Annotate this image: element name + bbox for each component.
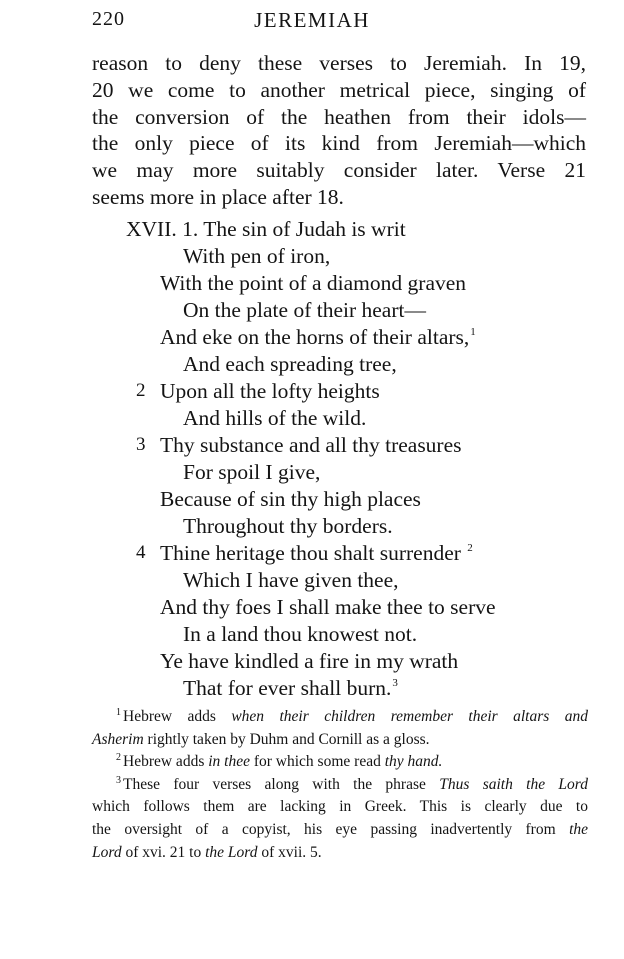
footnote-3-cont: the oversight of a copyist, his eye passing inadvertently from the (92, 820, 588, 838)
footnote-3-cont: Lord of xvi. 21 to the Lord of xvii. 5. (92, 843, 322, 861)
verse-number: 4 (136, 542, 146, 563)
poem-line: Throughout thy borders. (183, 514, 393, 538)
poem-line: Which I have given thee, (183, 568, 399, 592)
footnote-ref: 1 (470, 326, 476, 338)
page-number: 220 (92, 8, 125, 30)
footnote-3-cont: which follows them are lacking in Greek. This is clearly due to (92, 798, 588, 816)
verse-number: 2 (136, 380, 146, 401)
poem-line: Because of sin thy high places (160, 487, 421, 511)
poem-line: Thy substance and all thy treasures (160, 433, 462, 457)
footnote-ref: 2 (467, 542, 473, 554)
prose-paragraph (92, 50, 586, 211)
poem-line: On the plate of their heart— (183, 298, 426, 322)
poem-line: For spoil I give, (183, 460, 321, 484)
chapter-verse-label: XVII. 1. (126, 217, 199, 241)
footnote-3: $^3$ These four verses along with the phrase Thus saith the Lord (116, 774, 588, 793)
poem-line: Ye have kindled a fire in my wrath (160, 649, 459, 673)
poem-line: Thine heritage thou shalt surrender $^2$ (160, 541, 473, 565)
poem-line: With pen of iron, (183, 244, 331, 268)
running-head: JEREMIAH (254, 8, 370, 32)
page-header (0, 8, 624, 34)
footnote-marker: 1 (116, 707, 121, 718)
prose-line: seems more in place after 18. (92, 184, 344, 209)
poem-line: XVII. 1. The sin of Judah is writ (126, 217, 406, 241)
footnotes (92, 706, 588, 864)
prose-line: reason to deny these verses to Jeremiah. In 19, (92, 51, 586, 75)
poem-line: And each spreading tree, (183, 352, 397, 376)
footnote-marker: 3 (116, 774, 121, 786)
poem-line: In a land thou knowest not. (183, 622, 418, 646)
footnote-1: $^1$ Hebrew adds when their children remember their altars and (116, 707, 588, 725)
poem-line: And hills of the wild. (183, 406, 367, 430)
prose-line: 20 we come to another metrical piece, singing of (92, 77, 586, 102)
poem-line: That for ever shall burn.$^3$ (183, 676, 398, 700)
verse-number: 3 (136, 434, 146, 455)
poem-line: And thy foes I shall make thee to serve (160, 595, 496, 619)
poem-line: Upon all the lofty heights (160, 379, 380, 403)
footnote-1-cont: Asherim rightly taken by Duhm and Cornill as a gloss. (92, 730, 430, 748)
footnote-2: $^2$ Hebrew adds in thee for which some read thy hand. (116, 752, 443, 771)
prose-line: we may more suitably consider later. Verse 21 (92, 158, 586, 183)
poem-line: And eke on the horns of their altars,$^1$ (160, 325, 476, 349)
footnote-marker: 2 (116, 752, 121, 764)
footnote-ref: 3 (392, 677, 398, 689)
prose-line: the only piece of its kind from Jeremiah—which (92, 131, 586, 156)
prose-line: the conversion of the heathen from their idols— (92, 104, 586, 129)
poem-line: With the point of a diamond graven (160, 271, 467, 295)
